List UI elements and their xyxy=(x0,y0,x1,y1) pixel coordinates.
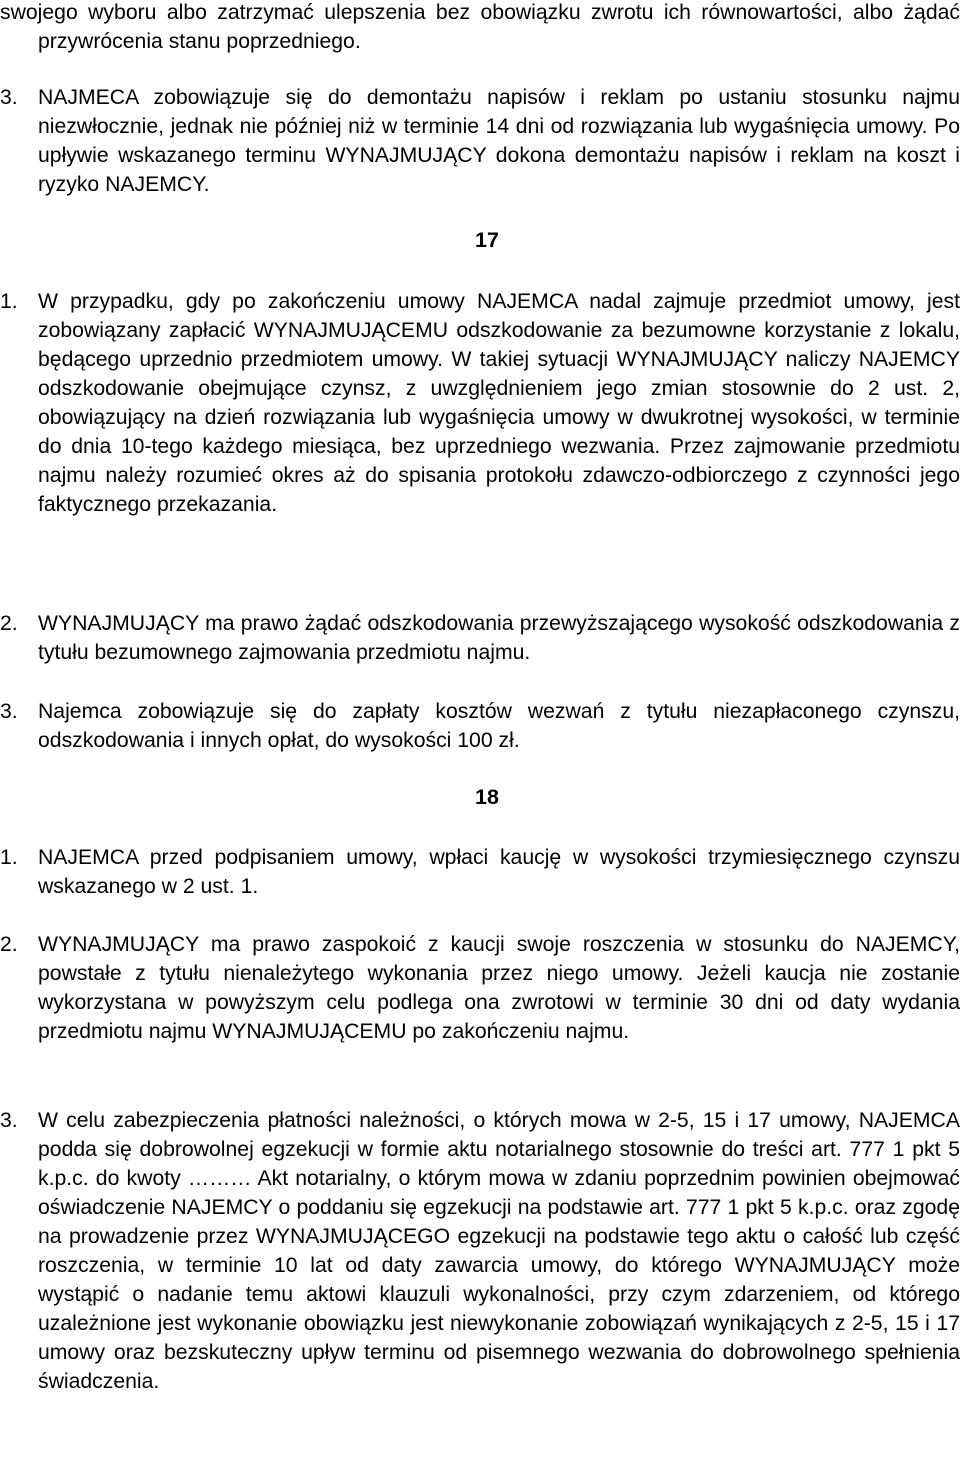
paragraph-number: 3. xyxy=(0,700,18,723)
paragraph-text: NAJMECA zobowiązuje się do demontażu napisów i reklam po ustaniu stosunku najmu niezwłocznie, jednak nie później niż w terminie 14 dni od rozwiązania lub wygaśnięcia umowy. Po upływie wskazanego terminu WYNAJMUJĄCY dokona demontażu napisów i reklam na koszt i ryzyko NAJEMCY. xyxy=(38,86,960,196)
paragraph-16-3 xyxy=(0,83,960,199)
paragraph-text: NAJEMCA przed podpisaniem umowy, wpłaci kaucję w wysokości trzymiesięcznego czynszu wskazanego w 2 ust. 1. xyxy=(38,846,960,898)
paragraph-17-1 xyxy=(0,287,960,519)
section-heading-17 xyxy=(0,228,960,253)
section-number: 17 xyxy=(475,228,499,252)
paragraph-text: swojego wyboru albo zatrzymać ulepszenia bez obowiązku zwrotu ich równowartości, albo żądać przywrócenia stanu poprzedniego. xyxy=(0,1,960,53)
paragraph-text: W celu zabezpieczenia płatności należności, o których mowa w 2-5, 15 i 17 umowy, NAJEMCA podda się dobrowolnej egzekucji w formie aktu notarialnego stosownie do treści art. 777 1 pkt 5 k.p.c. do kwoty ……… Akt notarialny, o którym mowa w zdaniu poprzednim powinien obejmować oświadczenie NAJEMCY o poddaniu się egzekucji na podstawie art. 777 1 pkt 5 k.p.c. oraz zgodę na prowadzenie przez WYNAJMUJĄCEGO egzekucji na podstawie tego aktu o całość lub część roszczenia, w terminie 10 lat od daty zawarcia umowy, do którego WYNAJMUJĄCY może wystąpić o nadanie temu aktowi klauzuli wykonalności, przy czym zdarzeniem, od którego uzależnione jest wykonanie obowiązku jest niewykonanie zobowiązań wynikających z 2-5, 15 i 17 umowy oraz bezskuteczny upływ terminu od pisemnego wezwania do dobrowolnego spełnienia świadczenia. xyxy=(38,1109,960,1393)
paragraph-18-2 xyxy=(0,930,960,1046)
section-number: 18 xyxy=(475,785,499,809)
paragraph-continuation xyxy=(0,0,960,56)
paragraph-number: 3. xyxy=(0,86,18,109)
paragraph-text: Najemca zobowiązuje się do zapłaty kosztów wezwań z tytułu niezapłaconego czynszu, odszkodowania i innych opłat, do wysokości 100 zł. xyxy=(38,700,960,752)
paragraph-number: 3. xyxy=(0,1109,18,1132)
paragraph-17-2 xyxy=(0,609,960,667)
paragraph-number: 2. xyxy=(0,612,18,635)
paragraph-number: 1. xyxy=(0,846,18,869)
section-heading-18 xyxy=(0,785,960,810)
paragraph-text: WYNAJMUJĄCY ma prawo zaspokoić z kaucji swoje roszczenia w stosunku do NAJEMCY, powstałe z tytułu nienależytego wykonania przez niego umowy. Jeżeli kaucja nie zostanie wykorzystana w powyższym celu podlega ona zwrotowi w terminie 30 dni od daty wydania przedmiotu najmu WYNAJMUJĄCEMU po zakończeniu najmu. xyxy=(38,933,960,1043)
paragraph-text: WYNAJMUJĄCY ma prawo żądać odszkodowania przewyższającego wysokość odszkodowania z tytułu bezumownego zajmowania przedmiotu najmu. xyxy=(38,612,960,664)
paragraph-number: 1. xyxy=(0,290,18,313)
paragraph-18-3 xyxy=(0,1106,960,1396)
paragraph-text: W przypadku, gdy po zakończeniu umowy NAJEMCA nadal zajmuje przedmiot umowy, jest zobowiązany zapłacić WYNAJMUJĄCEMU odszkodowanie za bezumowne korzystanie z lokalu, będącego uprzednio przedmiotem umowy. W takiej sytuacji WYNAJMUJĄCY naliczy NAJEMCY odszkodowanie obejmujące czynsz, z uwzględnieniem jego zmian stosownie do 2 ust. 2, obowiązujący na dzień rozwiązania lub wygaśnięcia umowy w dwukrotnej wysokości, w terminie do dnia 10-tego każdego miesiąca, bez uprzedniego wezwania. Przez zajmowanie przedmiotu najmu należy rozumieć okres aż do spisania protokołu zdawczo-odbiorczego z czynności jego faktycznego przekazania. xyxy=(38,290,960,516)
paragraph-number: 2. xyxy=(0,933,18,956)
paragraph-18-1 xyxy=(0,843,960,901)
paragraph-17-3 xyxy=(0,697,960,755)
